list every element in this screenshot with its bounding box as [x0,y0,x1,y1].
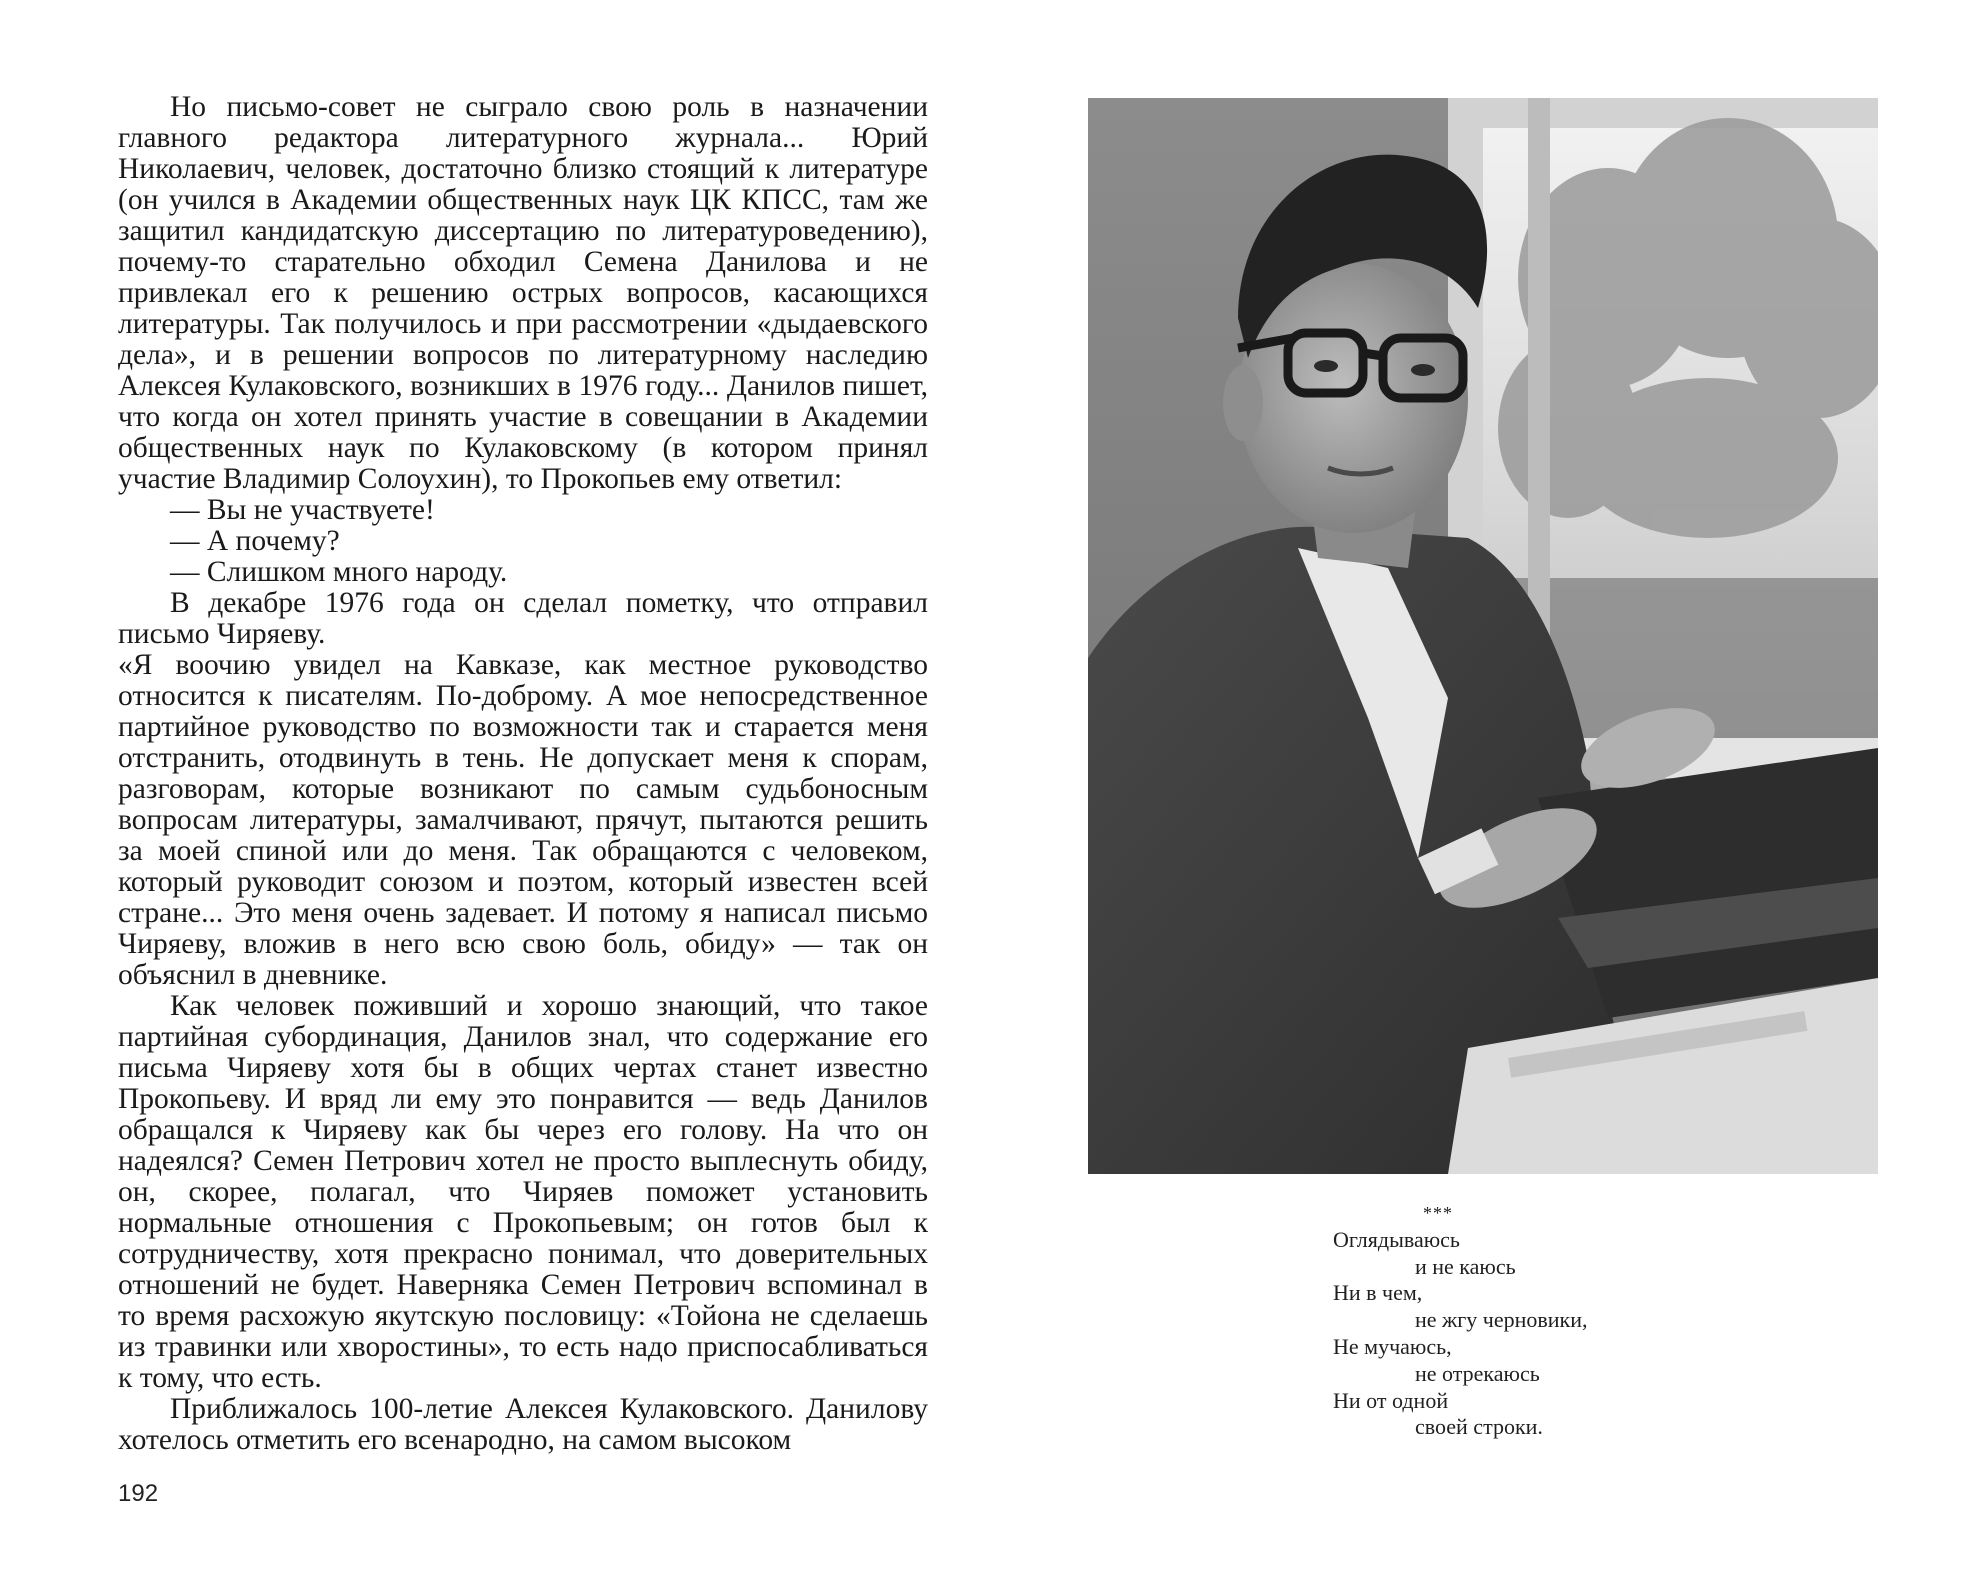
page-number: 192 [118,1480,159,1507]
paragraph-3: Как человек поживший и хорошо знающий, что такое партийная субординация, Данилов знал, что содержание его письма Чиряеву хотя бы в общих чертах станет известно Прокопьеву. И вряд ли ему это понравится — ведь Данилов обращался к Чиряеву как бы через его голову. На что он надеялся? Семен Петрович хотел не просто выплеснуть обиду, он, скорее, полагал, что Чиряев поможет установить нормальные отношения с Прокопьевым; он готов был к сотрудничеству, хотя прекрасно понимал, что доверительных отношений не будет. Наверняка Семен Петрович вспоминал в то время расхожую якутскую пословицу: «Тойона не сделаешь из травинки или хворостины», то есть надо приспосабливаться к тому, что есть. [118,990,928,1394]
poem-line-2: и не каюсь [1415,1253,1516,1279]
dialog-line-1: — Вы не участвуете! [170,494,435,526]
poem-line-5: Не мучаюсь, [1333,1333,1452,1359]
right-page [993,0,1986,1586]
quote-paragraph: «Я воочию увидел на Кавказе, как местное руководство относится к писателям. По-доброму. А мое непосредственное партийное руководство по возможности так и старается меня отстранить, отодвинуть в тень. Не допускает меня к спорам, разговорам, которые возникают по самым судьбоносным вопросам литературы, замалчивают, прячут, пытаются решить за моей спиной или до меня. Так обращаются с человеком, который руководит союзом и поэтом, который известен всей стране... Это меня очень задевает. И потому я написал письмо Чиряеву, вложив в него всю свою боль, обиду» — так он объяснил в дневнике. [118,649,928,991]
poem [1333,1200,1733,1441]
poem-line-1: Оглядываюсь [1333,1226,1460,1252]
paragraph-4: Приближалось 100-летие Алексея Кулаковского. Данилову хотелось отметить его всенародно, на самом высоком [118,1393,928,1456]
poem-line-3: Ни в чем, [1333,1280,1423,1306]
poem-line-8: своей строки. [1415,1414,1543,1440]
poem-line-6: не отрекаюсь [1415,1360,1540,1386]
dialog-line-2: — А почему? [170,525,340,557]
dialog-line-3: — Слишком много народу. [170,556,508,588]
poem-line-4: не жгу черновики, [1415,1307,1588,1333]
paragraph-2: В декабре 1976 года он сделал пометку, что отправил письмо Чиряеву. [118,587,928,650]
portrait-photo [1088,98,1878,1174]
body-text-column [118,92,928,1456]
portrait-illustration [1088,98,1878,1174]
poem-separator: *** [1423,1203,1453,1223]
paragraph-1: Но письмо-совет не сыграло свою роль в назначении главного редактора литературного журнала... Юрий Николаевич, человек, достаточно близко стоящий к литературе (он учился в Академии общественных наук ЦК КПСС, там же защитил кандидатскую диссертацию по литературоведению), почему-то старательно обходил Семена Данилова и не привлекал его к решению острых вопросов, касающихся литературы. Так получилось и при рассмотрении «дыдаевского дела», и в решении вопросов по литературному наследию Алексея Кулаковского, возникших в 1976 году... Данилов пишет, что когда он хотел принять участие в совещании в Академии общественных наук по Кулаковскому (в котором принял участие Владимир Солоухин), то Прокопьев ему ответил: [118,91,928,495]
poem-line-7: Ни от одной [1333,1387,1449,1413]
